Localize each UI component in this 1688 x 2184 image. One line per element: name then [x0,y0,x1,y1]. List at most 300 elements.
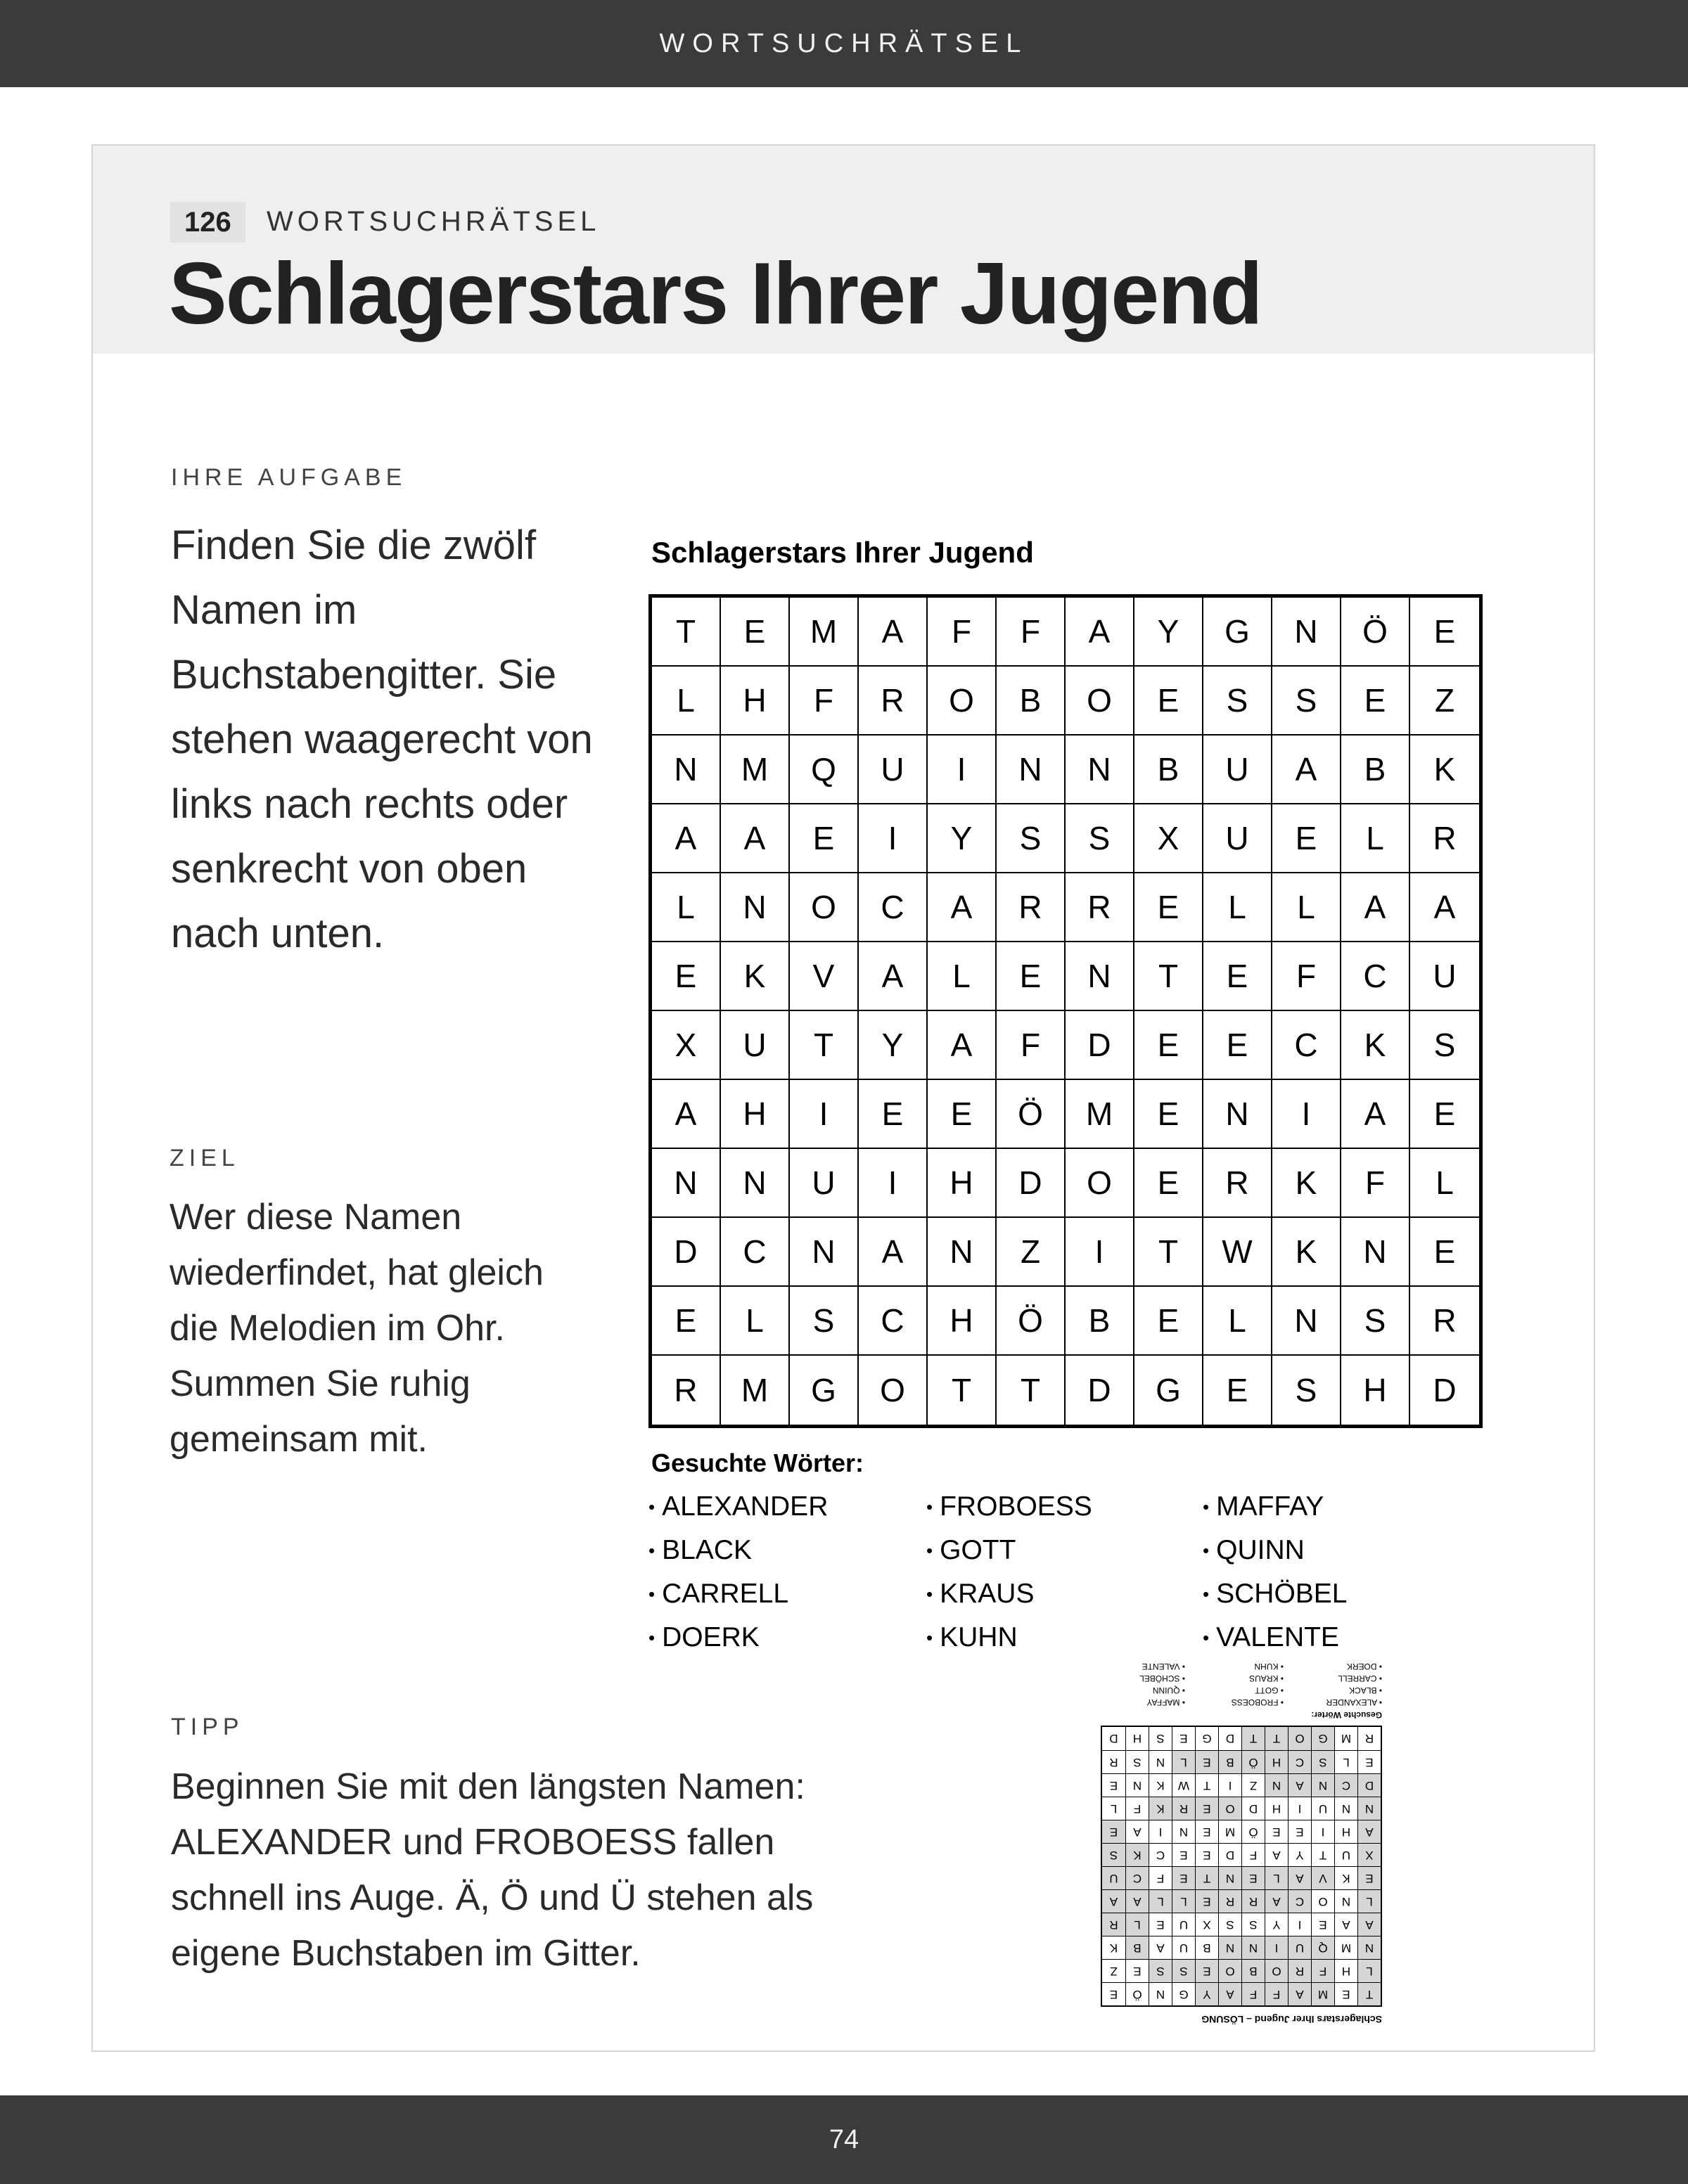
solution-cell: B [1241,1959,1265,1982]
solution-cell: E [1195,1750,1218,1773]
grid-cell: T [1134,1218,1203,1287]
bullet-icon: • [926,1496,933,1517]
tip-text: Beginnen Sie mit den längsten Namen: ALEXANDER und FROBOESS fallen schnell ins Auge. Ä, Ö und Ü stehen als eigene Buchstaben im Gitter. [171,1766,814,1974]
grid-cell: B [1066,1287,1134,1356]
grid-cell: A [859,1218,928,1287]
solution-cell: L [1102,1797,1125,1820]
grid-cell: L [1341,804,1410,873]
task-label: IHRE AUFGABE [171,464,407,491]
solution-cell: C [1149,1843,1172,1866]
grid-cell: R [1410,1287,1479,1356]
word-list-item [1203,1572,1414,1616]
solution-cell: E [1172,1866,1195,1889]
solution-cell: S [1149,1959,1172,1982]
solution-cell: M [1334,1727,1357,1750]
solution-cell: F [1265,1982,1288,2005]
solution-cell: B [1125,1936,1149,1959]
solution-cell: F [1241,1843,1265,1866]
grid-cell: K [1272,1149,1341,1218]
solution-cell: D [1218,1727,1241,1750]
solution-cell: H [1125,1727,1149,1750]
solution-cell: R [1172,1797,1195,1820]
solution-cell: R [1102,1750,1125,1773]
solution-cell: N [1241,1936,1265,1959]
solution-word-item: • SCHÖBEL [1139,1674,1185,1683]
grid-cell: E [928,1080,997,1149]
word-list-item [926,1572,1203,1616]
grid-cell: E [1410,598,1479,667]
grid-cell: E [652,942,721,1011]
word-label: FROBOESS [940,1491,1092,1522]
solution-cell: R [1102,1913,1125,1936]
word-label: SCHÖBEL [1216,1579,1348,1609]
solution-cell: C [1334,1773,1357,1797]
task-text: Finden Sie die zwölf Namen im Buchstabengitter. Sie stehen waagerecht von links nach rechts oder senkrecht von oben nach unten. [171,522,593,956]
solution-cell: E [1195,1889,1218,1913]
solution-cell: G [1195,1727,1218,1750]
solution-cell: E [1195,1820,1218,1843]
grid-cell: D [652,1218,721,1287]
grid-cell: N [721,1149,790,1218]
solution-cell: N [1357,1936,1381,1959]
grid-cell: Z [1410,667,1479,736]
bullet-icon: • [1203,1626,1210,1648]
grid-cell: I [1066,1218,1134,1287]
word-list [648,1485,1422,1659]
grid-cell: N [1066,736,1134,804]
grid-cell: N [997,736,1066,804]
solution-cell: E [1172,1843,1195,1866]
solution-cell: T [1311,1843,1334,1866]
puzzle-title: Schlagerstars Ihrer Jugend [651,536,1034,569]
solution-cell: L [1172,1750,1195,1773]
grid-cell: L [1272,873,1341,942]
word-list-heading: Gesuchte Wörter: [651,1448,864,1477]
solution-cell: L [1125,1913,1149,1936]
solution-cell: F [1125,1797,1149,1820]
grid-cell: A [1066,598,1134,667]
solution-cell: E [1311,1913,1334,1936]
solution-cell: M [1218,1820,1241,1843]
solution-cell: L [1334,1750,1357,1773]
grid-cell: E [1341,667,1410,736]
solution-cell: S [1241,1913,1265,1936]
word-list-item [926,1616,1203,1659]
word-list-item [1203,1616,1414,1659]
solution-word-item: • KRAUS [1249,1674,1284,1683]
grid-cell: R [1203,1149,1272,1218]
solution-cell: Z [1102,1959,1125,1982]
solution-grid [1101,1726,1382,2007]
word-list-item [648,1572,926,1616]
solution-cell: L [1149,1889,1172,1913]
solution-cell: S [1218,1913,1241,1936]
grid-cell: H [928,1287,997,1356]
bullet-icon: • [648,1539,656,1561]
solution-cell: E [1102,1982,1125,2005]
solution-cell: Ö [1125,1982,1149,2005]
solution-cell: E [1149,1913,1172,1936]
grid-cell: L [652,873,721,942]
solution-cell: E [1195,1959,1218,1982]
grid-cell: A [652,1080,721,1149]
grid-cell: D [1066,1356,1134,1425]
solution-word-item: • DOERK [1346,1662,1382,1671]
solution-cell: A [1265,1889,1288,1913]
grid-cell: B [1134,736,1203,804]
solution-cell: A [1125,1889,1149,1913]
solution-cell: K [1102,1936,1125,1959]
grid-cell: S [1341,1287,1410,1356]
grid-cell: F [997,1011,1066,1080]
bullet-icon: • [648,1583,656,1605]
solution-word-item: • CARRELL [1338,1674,1382,1683]
solution-cell: N [1265,1773,1288,1797]
grid-cell: N [1272,1287,1341,1356]
grid-cell: E [1203,1011,1272,1080]
solution-cell: R [1241,1889,1265,1913]
grid-cell: N [790,1218,859,1287]
grid-cell: E [1134,1287,1203,1356]
page-number: 74 [829,2124,859,2154]
grid-cell: N [928,1218,997,1287]
grid-cell: D [1066,1011,1134,1080]
solution-word-item: • BLACK [1349,1685,1382,1695]
running-header [0,0,1688,87]
solution-cell: O [1288,1727,1311,1750]
bullet-icon: • [648,1496,656,1517]
grid-cell: A [859,598,928,667]
grid-cell: M [790,598,859,667]
grid-cell: H [721,1080,790,1149]
grid-cell: Z [997,1218,1066,1287]
grid-cell: I [790,1080,859,1149]
grid-cell: Q [790,736,859,804]
solution-cell: D [1241,1797,1265,1820]
grid-cell: O [859,1356,928,1425]
solution-cell: G [1172,1982,1195,2005]
solution-cell: I [1288,1913,1311,1936]
solution-cell: K [1125,1843,1149,1866]
word-label: VALENTE [1216,1622,1339,1652]
solution-cell: U [1172,1913,1195,1936]
grid-cell: N [1341,1218,1410,1287]
grid-cell: E [1410,1218,1479,1287]
grid-cell: U [721,1011,790,1080]
grid-cell: E [1272,804,1341,873]
grid-cell: L [928,942,997,1011]
grid-cell: T [790,1011,859,1080]
solution-cell: O [1218,1959,1241,1982]
grid-cell: E [1134,1080,1203,1149]
solution-cell: K [1334,1866,1357,1889]
bullet-icon: • [1203,1583,1210,1605]
solution-cell: O [1311,1889,1334,1913]
grid-cell: A [721,804,790,873]
word-label: KRAUS [940,1579,1035,1609]
grid-cell: M [721,1356,790,1425]
solution-cell: T [1265,1727,1288,1750]
solution-cell: H [1334,1959,1357,1982]
grid-cell: E [1134,667,1203,736]
word-list-item [926,1529,1203,1572]
grid-cell: Y [928,804,997,873]
solution-cell: S [1125,1750,1149,1773]
solution-cell: T [1357,1982,1381,2005]
grid-cell: A [928,1011,997,1080]
grid-cell: E [790,804,859,873]
bullet-icon: • [648,1626,656,1648]
solution-cell: N [1218,1866,1241,1889]
solution-cell: X [1195,1913,1218,1936]
grid-cell: L [1410,1149,1479,1218]
solution-upside-down [1087,1659,1382,2025]
grid-cell: E [1134,873,1203,942]
solution-cell: M [1334,1936,1357,1959]
solution-cell: V [1311,1866,1334,1889]
solution-cell: A [1288,1773,1311,1797]
grid-cell: U [790,1149,859,1218]
solution-cell: N [1125,1773,1149,1797]
grid-cell: F [928,598,997,667]
solution-cell: K [1149,1773,1172,1797]
grid-cell: E [997,942,1066,1011]
solution-cell: I [1288,1797,1311,1820]
grid-cell: N [721,873,790,942]
grid-cell: A [859,942,928,1011]
grid-cell: A [652,804,721,873]
solution-cell: E [1125,1959,1149,1982]
solution-cell: H [1334,1820,1357,1843]
grid-cell: O [928,667,997,736]
grid-cell: S [790,1287,859,1356]
page-title: Schlagerstars Ihrer Jugend [169,245,1262,342]
solution-cell: D [1218,1843,1241,1866]
grid-cell: N [1066,942,1134,1011]
word-list-item [1203,1529,1414,1572]
grid-cell: U [859,736,928,804]
solution-word-item: • KUHN [1254,1662,1284,1671]
word-label: QUINN [1216,1535,1305,1565]
solution-cell: E [1102,1773,1125,1797]
solution-cell: L [1172,1889,1195,1913]
word-list-item [1203,1485,1414,1529]
grid-cell: G [790,1356,859,1425]
solution-cell: O [1265,1959,1288,1982]
grid-cell: E [1203,1356,1272,1425]
solution-cell: L [1265,1866,1288,1889]
solution-word-item: • ALEXANDER [1326,1697,1382,1707]
bullet-icon: • [926,1583,933,1605]
solution-word-item: • GOTT [1255,1685,1284,1695]
grid-cell: R [859,667,928,736]
grid-cell: I [859,1149,928,1218]
word-label: KUHN [940,1622,1018,1652]
grid-cell: G [1134,1356,1203,1425]
grid-cell: T [1134,942,1203,1011]
solution-cell: S [1149,1727,1172,1750]
grid-cell: T [652,598,721,667]
bullet-icon: • [926,1626,933,1648]
solution-cell: U [1311,1797,1334,1820]
word-label: CARRELL [662,1579,789,1609]
solution-cell: O [1218,1797,1241,1820]
grid-cell: Ö [1341,598,1410,667]
solution-word-item: • VALENTE [1142,1662,1185,1671]
solution-cell: T [1241,1727,1265,1750]
grid-cell: W [1203,1218,1272,1287]
solution-word-heading: Gesuchte Wörter: [1311,1710,1382,1720]
solution-cell: A [1334,1913,1357,1936]
grid-cell: S [1203,667,1272,736]
solution-cell: Q [1311,1936,1334,1959]
grid-cell: L [652,667,721,736]
solution-cell: A [1288,1982,1311,2005]
solution-cell: I [1265,1936,1288,1959]
solution-cell: E [1357,1750,1381,1773]
solution-cell: Y [1195,1982,1218,2005]
grid-cell: H [721,667,790,736]
grid-cell: F [1272,942,1341,1011]
grid-cell: V [790,942,859,1011]
grid-cell: L [1203,1287,1272,1356]
solution-cell: U [1288,1936,1311,1959]
grid-cell: I [1272,1080,1341,1149]
grid-cell: E [652,1287,721,1356]
solution-cell: F [1149,1866,1172,1889]
grid-cell: S [1272,1356,1341,1425]
bullet-icon: • [1203,1539,1210,1561]
solution-cell: A [1218,1982,1241,2005]
solution-cell: N [1311,1773,1334,1797]
solution-cell: H [1265,1750,1288,1773]
grid-cell: E [1410,1080,1479,1149]
solution-cell: E [1357,1866,1381,1889]
grid-cell: C [721,1218,790,1287]
grid-cell: Ö [997,1080,1066,1149]
solution-cell: U [1102,1866,1125,1889]
solution-cell: F [1241,1982,1265,2005]
solution-cell: A [1125,1820,1149,1843]
word-list-item [648,1616,926,1659]
solution-cell: E [1102,1820,1125,1843]
grid-cell: H [1341,1356,1410,1425]
puzzle-kicker: WORTSUCHRÄTSEL [267,206,601,237]
grid-cell: Ö [997,1287,1066,1356]
grid-cell: M [1066,1080,1134,1149]
solution-cell: W [1172,1773,1195,1797]
grid-cell: I [928,736,997,804]
grid-cell: B [1341,736,1410,804]
tip-label: TIPP [171,1714,244,1740]
grid-cell: N [1272,598,1341,667]
grid-cell: S [1410,1011,1479,1080]
grid-cell: T [997,1356,1066,1425]
grid-cell: A [928,873,997,942]
word-list-item [926,1485,1203,1529]
solution-cell: R [1218,1889,1241,1913]
solution-cell: Y [1288,1843,1311,1866]
solution-cell: S [1102,1843,1125,1866]
solution-cell: D [1357,1773,1381,1797]
grid-cell: F [790,667,859,736]
grid-cell: U [1203,736,1272,804]
word-list-item [648,1485,926,1529]
grid-cell: R [652,1356,721,1425]
solution-cell: G [1311,1727,1334,1750]
solution-cell: A [1357,1820,1381,1843]
solution-cell: H [1265,1797,1288,1820]
goal-text: Wer diese Namen wiederfindet, hat gleich die Melodien im Ohr. Summen Sie ruhig gemeinsam mit. [170,1197,544,1460]
solution-cell: E [1172,1727,1195,1750]
solution-word-item: • MAFFAY [1146,1697,1185,1707]
solution-word-list [1101,1659,1382,1707]
solution-cell: F [1311,1959,1334,1982]
solution-cell: E [1241,1866,1265,1889]
grid-cell: A [1272,736,1341,804]
grid-cell: K [1341,1011,1410,1080]
solution-cell: Y [1265,1913,1288,1936]
grid-cell: O [790,873,859,942]
solution-cell: X [1357,1843,1381,1866]
solution-cell: A [1102,1889,1125,1913]
grid-cell: C [859,1287,928,1356]
bullet-icon: • [1203,1496,1210,1517]
grid-cell: K [721,942,790,1011]
solution-cell: Ö [1241,1820,1265,1843]
grid-cell: S [997,804,1066,873]
grid-cell: F [997,598,1066,667]
section-name: WORTSUCHRÄTSEL [659,28,1029,58]
solution-cell: C [1288,1750,1311,1773]
solution-word-item: • FROBOESS [1231,1697,1284,1707]
solution-cell: U [1172,1936,1195,1959]
solution-cell: L [1357,1959,1381,1982]
solution-cell: R [1288,1959,1311,1982]
grid-cell: A [1410,873,1479,942]
solution-cell: N [1334,1889,1357,1913]
grid-cell: C [859,873,928,942]
solution-cell: B [1218,1750,1241,1773]
solution-title: Schlagerstars Ihrer Jugend – LÖSUNG [1201,2014,1382,2025]
word-label: MAFFAY [1216,1491,1324,1522]
solution-cell: N [1357,1797,1381,1820]
grid-cell: X [652,1011,721,1080]
grid-cell: R [997,873,1066,942]
grid-cell: M [721,736,790,804]
solution-cell: T [1195,1866,1218,1889]
solution-cell: A [1149,1936,1172,1959]
solution-cell: N [1218,1936,1241,1959]
bullet-icon: • [926,1539,933,1561]
grid-cell: Y [859,1011,928,1080]
grid-cell: K [1410,736,1479,804]
grid-cell: L [721,1287,790,1356]
grid-cell: B [997,667,1066,736]
grid-cell: G [1203,598,1272,667]
solution-cell: A [1357,1913,1381,1936]
solution-cell: S [1311,1750,1334,1773]
grid-cell: F [1341,1149,1410,1218]
solution-cell: E [1265,1820,1288,1843]
grid-cell: S [1272,667,1341,736]
word-label: DOERK [662,1622,760,1652]
solution-cell: E [1195,1843,1218,1866]
solution-cell: C [1288,1889,1311,1913]
grid-cell: E [1134,1011,1203,1080]
solution-cell: N [1334,1797,1357,1820]
grid-cell: C [1341,942,1410,1011]
